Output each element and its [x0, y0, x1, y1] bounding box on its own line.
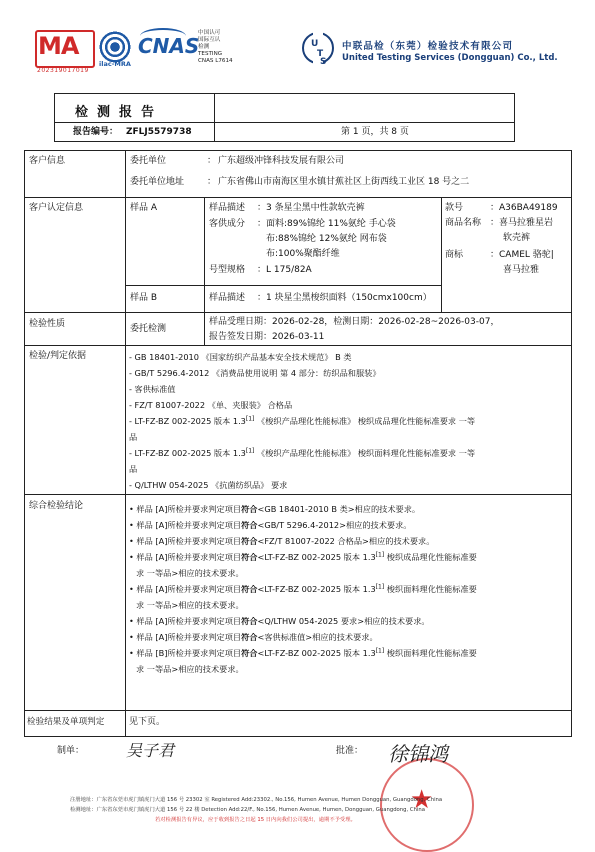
nature-dates: 样品受理日期：2026-02-28，检测日期：2026-02-28~2026-03-07， — [209, 317, 500, 327]
sample-a-label: 样品 A — [130, 203, 158, 213]
product-name-value: 软壳裤 — [503, 233, 531, 243]
nature-type: 委托检测 — [130, 324, 167, 334]
seal-star-icon: ★ — [410, 785, 434, 815]
cma-logo-text: MA — [38, 32, 79, 60]
approver-signature: 徐锦鸿 — [388, 742, 448, 766]
basis-item: - Q/LTHW 054-2025 《抗菌纺织品》 要求 — [129, 480, 288, 490]
svg-text:U: U — [311, 39, 319, 49]
client-addr-label: 委托单位地址 — [130, 177, 185, 187]
sample-a-comp-line: 布:100%聚酯纤维 — [266, 249, 340, 259]
cnas-logo-text: CNAS — [138, 34, 200, 58]
colon: ： — [207, 177, 217, 187]
pass-verdict: 符合 — [241, 584, 258, 594]
sample-a-comp-line: ：面料:89%锦纶 11%氨纶 手心袋 — [257, 219, 396, 229]
pass-verdict: 符合 — [241, 632, 258, 642]
basis-item: - GB/T 5296.4-2012 《消费品使用说明 第 4 部分：纺织品和服装》 — [129, 368, 381, 378]
maker-label: 制单： — [57, 746, 85, 756]
ilac-logo — [98, 30, 132, 64]
sample-a-comp-line: 布:88%锦纶 12%氨纶 网布袋 — [266, 234, 387, 244]
basis-item: - GB 18401-2010 《国家纺织产品基本安全技术规范》 B 类 — [129, 352, 352, 362]
conclusion-item: • 样品 [A]所检并要求判定项目符合<LT-FZ-BZ 002-2025 版本 1.3[1] 梭织成品理化性能标准要 — [129, 551, 477, 562]
pass-verdict: 符合 — [241, 552, 258, 562]
colon: ： — [207, 156, 217, 166]
sample-b-label: 样品 B — [130, 293, 158, 303]
cma-number: 202319017019 — [37, 67, 89, 74]
nature-issue-date: 报告签发日期：2026-03-11 — [209, 332, 325, 342]
pass-verdict: 符合 — [241, 504, 258, 514]
basis-item: - LT-FZ-BZ 002-2025 版本 1.3[1] 《梭织产品理化性能标准》 梭织面料理化性能标准要求 一等 — [129, 447, 476, 458]
sample-a-comp-label: 客供成分 — [209, 219, 246, 229]
uts-name-cn: 中联品检（东莞）检验技术有限公司 — [342, 41, 514, 52]
basis-item: - 客供标准值 — [129, 384, 176, 394]
sample-a-size-value: ：L 175/82A — [257, 265, 312, 275]
svg-text:T: T — [317, 49, 324, 59]
report-number-label: 报告编号： — [73, 127, 119, 137]
brand-value: 喜马拉雅 — [503, 265, 540, 275]
nature-section-label: 检验性质 — [29, 319, 66, 329]
conclusion-section-label: 综合检验结论 — [29, 501, 84, 511]
product-name-label: 商品名称 — [445, 218, 482, 228]
conclusion-item-cont: 求 一等品>相应的技术要求。 — [136, 664, 244, 674]
sample-a-size-label: 号型规格 — [209, 265, 246, 275]
client-addr-value: 广东省佛山市南海区里水镇甘蕉社区上街西线工业区 18 号之二 — [218, 177, 470, 187]
footer-detection-address: 检测地址：广东省东莞市虎门镇虎门大道 156 号 22 楼 Detection Add:22/F., No.156, Humen Avenue, Humen, Dongguan, Guangdong, China — [70, 807, 426, 813]
conclusion-item: • 样品 [A]所检并要求判定项目符合<FZ/T 81007-2022 合格品>相应的技术要求。 — [129, 536, 435, 546]
result-value: 见下页。 — [129, 717, 166, 727]
sample-b-desc-label: 样品描述 — [209, 293, 246, 303]
conclusion-item-cont: 求 一等品>相应的技术要求。 — [136, 600, 244, 610]
report-title: 检测报告 — [75, 105, 164, 120]
sample-a-desc-label: 样品描述 — [209, 203, 246, 213]
client-org-label: 委托单位 — [130, 156, 167, 166]
result-section-label: 检验结果及单项判定 — [27, 717, 105, 727]
style-value: ：A36BA49189 — [490, 203, 558, 213]
approver-label: 批准： — [336, 746, 364, 756]
conclusion-item: • 样品 [A]所检并要求判定项目符合<GB/T 5296.4-2012>相应的技术要求。 — [129, 520, 412, 530]
client-org-value: 广东超级冲锋科技发展有限公司 — [218, 156, 345, 166]
style-label: 款号 — [445, 203, 464, 213]
conclusion-item: • 样品 [B]所检并要求判定项目符合<LT-FZ-BZ 002-2025 版本 1.3[1] 梭织面料理化性能标准要 — [129, 647, 477, 658]
uts-logo-icon — [301, 28, 335, 68]
ilac-logo-text: ilac-MRA — [99, 60, 131, 68]
pass-verdict: 符合 — [241, 520, 258, 530]
sample-b-desc-value: ：1 块星尘黑梭织面料（150cmx100cm） — [257, 293, 432, 303]
uts-name-en: United Testing Services (Dongguan) Co., Ltd. — [342, 53, 558, 63]
footer-notice: 若对检测报告有异议，应于收到报告之日起 15 日内向我们公司提出，逾期不予受理。 — [155, 817, 356, 823]
pass-verdict: 符合 — [241, 616, 258, 626]
svg-text:S: S — [320, 57, 327, 67]
conclusion-item: • 样品 [A]所检并要求判定项目符合<LT-FZ-BZ 002-2025 版本 1.3[1] 梭织面料理化性能标准要 — [129, 583, 477, 594]
conclusion-item: • 样品 [A]所检并要求判定项目符合<Q/LTHW 054-2025 要求>相应的技术要求。 — [129, 616, 430, 626]
conclusion-item: • 样品 [A]所检并要求判定项目符合<GB 18401-2010 B 类>相应的技术要求。 — [129, 504, 421, 514]
page-info: 第 1 页，共 8 页 — [341, 127, 409, 137]
client-section-label: 客户信息 — [29, 156, 66, 166]
confirm-section-label: 客户认定信息 — [29, 203, 84, 213]
pass-verdict: 符合 — [241, 648, 258, 658]
basis-section-label: 检验/判定依据 — [29, 351, 87, 361]
basis-item-cont: 品 — [129, 432, 138, 442]
report-number: ZFLJ5579738 — [126, 127, 192, 137]
product-name-value: ：喜马拉雅星岩 — [490, 218, 554, 228]
basis-item: - LT-FZ-BZ 002-2025 版本 1.3[1] 《梭织产品理化性能标准》 梭织成品理化性能标准要求 一等 — [129, 415, 476, 426]
conclusion-item-cont: 求 一等品>相应的技术要求。 — [136, 568, 244, 578]
brand-label: 商标 — [445, 250, 464, 260]
brand-value: ：CAMEL 骆驼| — [490, 250, 554, 260]
footer-registered-address: 注册地址：广东省东莞市虎门镇虎门大道 156 号 23302 室 Registered Add:23302., No.156, Humen Avenue, Humen Dongguan, Guangdong, China — [70, 797, 443, 803]
basis-item-cont: 品 — [129, 464, 138, 474]
pass-verdict: 符合 — [241, 536, 258, 546]
conclusion-item: • 样品 [A]所检并要求判定项目符合<客供标准值>相应的技术要求。 — [129, 632, 378, 642]
maker-signature: 吴子君 — [126, 741, 175, 760]
basis-item: - FZ/T 81007-2022 《单、夹服装》 合格品 — [129, 400, 293, 410]
sample-a-desc-value: ：3 条星尘黑中性款软壳裤 — [257, 203, 365, 213]
cnas-caption: 中国认可 国际互认 检测 TESTING CNAS L7614 — [198, 30, 233, 64]
